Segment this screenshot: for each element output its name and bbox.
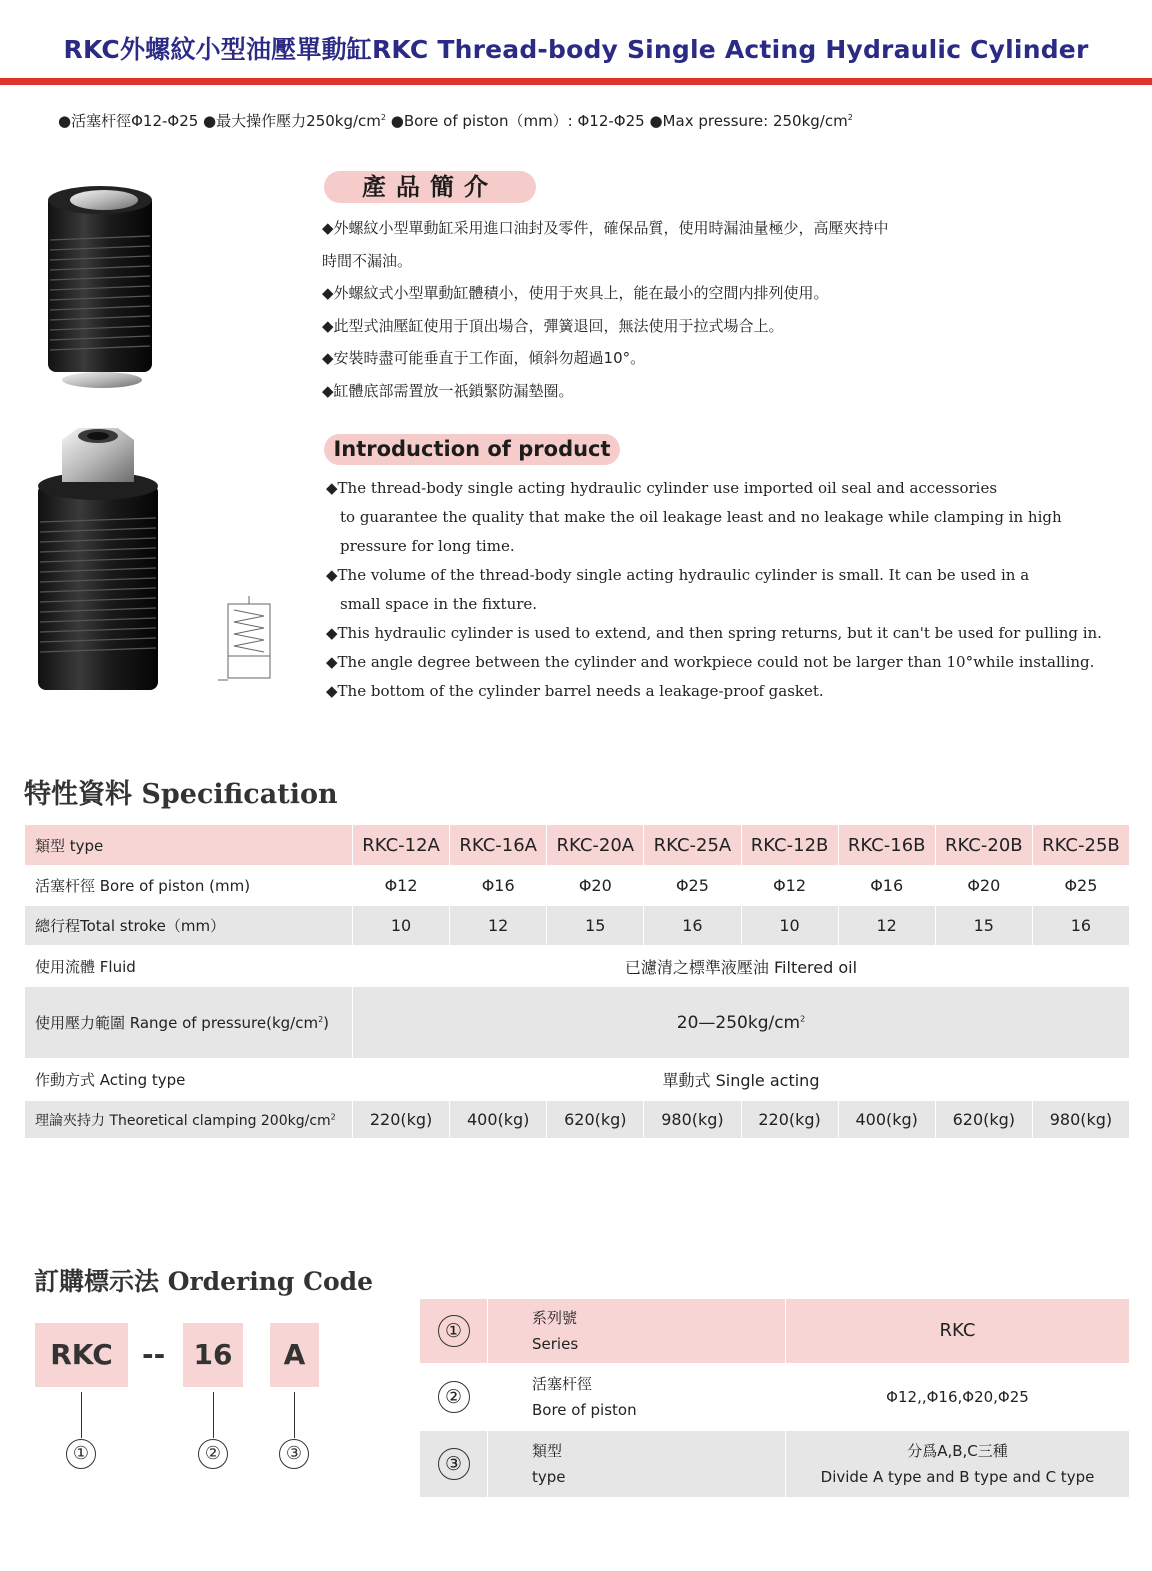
spec-model-cell: RKC-20A <box>547 825 644 866</box>
spec-acting-value: 單動式 Single acting <box>353 1059 1130 1101</box>
spec-row-bore <box>25 866 1130 906</box>
code-part-series: RKC <box>35 1323 128 1387</box>
cylinder-a-image <box>40 180 160 392</box>
spec-bore-cell: Φ16 <box>450 866 547 906</box>
intro-cn-heading: 產品簡介 <box>324 171 536 203</box>
spec-pressure-label-text: 使用壓力範圍 Range of pressure(kg/cm <box>35 1014 319 1032</box>
intro-en-line: ◆The angle degree between the cylinder and workpiece could not be larger than 10°while installing. <box>326 653 1095 671</box>
summary-sup-2: 2 <box>847 113 853 122</box>
code-marker <box>198 1439 228 1469</box>
ordering-name-en: type <box>532 1468 566 1486</box>
summary-main: ●活塞杆徑Φ12-Φ25 ●最大操作壓力250kg/cm <box>58 112 381 130</box>
intro-en-line: to guarantee the quality that make the oil leakage least and no leakage while clamping in high <box>340 508 1062 526</box>
ordering-number-badge: ② <box>438 1381 470 1413</box>
spec-clamp-cell: 980(kg) <box>644 1101 741 1139</box>
spec-row-fluid <box>25 946 1130 987</box>
code-marker <box>279 1439 309 1469</box>
spec-model-cell: RKC-16B <box>838 825 935 866</box>
spec-stroke-cell: 10 <box>741 906 838 946</box>
spec-acting-label: 作動方式 Acting type <box>25 1059 353 1101</box>
spec-table <box>24 824 1130 1139</box>
page-title: RKC外螺紋小型油壓單動缸RKC Thread-body Single Acting Hydraulic Cylinder <box>63 35 1089 64</box>
spec-bore-cell: Φ20 <box>547 866 644 906</box>
summary-sup-1: 2 <box>380 113 386 122</box>
ordering-number-badge: ③ <box>438 1448 470 1480</box>
ordering-name-cn: 活塞杆徑 <box>532 1375 593 1393</box>
spec-type-label: 類型 type <box>25 825 353 866</box>
intro-cn-item: ◆缸體底部需置放一祇鎖緊防漏墊圈。 <box>322 381 574 400</box>
ordering-row-bore <box>420 1364 1130 1431</box>
spec-bore-cell: Φ25 <box>1032 866 1129 906</box>
intro-en-line: ◆The bottom of the cylinder barrel needs a leakage-proof gasket. <box>326 682 824 700</box>
code-marker-label: ① <box>72 1443 90 1464</box>
intro-cn-list <box>322 216 962 411</box>
ordering-table <box>419 1298 1130 1498</box>
spec-clamp-cell: 980(kg) <box>1032 1101 1129 1139</box>
summary-mid: ●Bore of piston（mm）: Φ12-Φ25 ●Max pressure: 250kg/cm <box>386 112 848 130</box>
spec-stroke-cell: 15 <box>547 906 644 946</box>
ordering-row-name <box>488 1431 786 1498</box>
cylinder-b-image <box>34 426 162 694</box>
code-marker <box>66 1439 96 1469</box>
spec-stroke-cell: 12 <box>450 906 547 946</box>
code-marker-label: ③ <box>285 1443 303 1464</box>
intro-en-line: ◆The volume of the thread-body single acting hydraulic cylinder is small. It can be used in a <box>326 566 1030 584</box>
spec-model-cell: RKC-12B <box>741 825 838 866</box>
spec-row-type <box>25 825 1130 866</box>
intro-cn-item: ◆安裝時盡可能垂直于工作面，傾斜勿超過10°。 <box>322 349 646 367</box>
spec-bore-label: 活塞杆徑 Bore of piston (mm) <box>25 866 353 906</box>
spec-pressure-label-sup: 2 <box>318 1015 324 1024</box>
spec-clamp-cell: 620(kg) <box>935 1101 1032 1139</box>
spec-clamp-cell: 400(kg) <box>450 1101 547 1139</box>
spec-bore-cell: Φ12 <box>741 866 838 906</box>
intro-en-line: ◆This hydraulic cylinder is used to extend, and then spring returns, but it can't be used for pulling in. <box>326 624 1102 642</box>
spec-stroke-cell: 16 <box>644 906 741 946</box>
ordering-row-name <box>488 1364 786 1431</box>
intro-cn-item: ◆此型式油壓缸使用于頂出場合，彈簧退回，無法使用于拉式場合上。 <box>322 316 784 335</box>
ordering-value-en: Divide A type and B type and C type <box>820 1468 1095 1486</box>
spec-stroke-cell: 16 <box>1032 906 1129 946</box>
ordering-number-badge: ① <box>438 1315 470 1347</box>
spec-model-cell: RKC-25B <box>1032 825 1129 866</box>
spec-bore-cell: Φ20 <box>935 866 1032 906</box>
ordering-name-en: Series <box>532 1335 579 1353</box>
spec-pressure-value <box>353 987 1130 1059</box>
code-leader-line <box>213 1392 214 1438</box>
spec-clamp-cell: 220(kg) <box>353 1101 450 1139</box>
spec-bore-cell: Φ12 <box>353 866 450 906</box>
spec-pressure-value-sup: 2 <box>800 1013 806 1023</box>
ordering-row-type <box>420 1431 1130 1498</box>
ordering-name-en: Bore of piston <box>532 1401 637 1419</box>
intro-en-line: ◆The thread-body single acting hydraulic cylinder use imported oil seal and accessories <box>326 479 998 497</box>
intro-en-list <box>326 476 1116 708</box>
spec-row-stroke <box>25 906 1130 946</box>
spec-model-cell: RKC-12A <box>353 825 450 866</box>
ordering-row-value: RKC <box>786 1299 1130 1364</box>
spec-clamp-label <box>25 1101 353 1139</box>
ordering-name-cn: 系列號 <box>532 1309 578 1327</box>
spec-clamp-label-text: 理論夾持力 Theoretical clamping 200kg/cm <box>35 1112 331 1129</box>
code-part-bore: 16 <box>183 1323 243 1387</box>
spec-row-acting <box>25 1059 1130 1101</box>
intro-en-line: pressure for long time. <box>340 537 515 555</box>
spec-pressure-value-text: 20—250kg/cm <box>676 1012 801 1033</box>
ordering-heading: 訂購標示法 Ordering Code <box>34 1267 374 1296</box>
spec-clamp-label-sup: 2 <box>330 1111 336 1121</box>
ordering-name-cn: 類型 <box>532 1442 563 1460</box>
intro-cn-item: ◆外螺紋小型單動缸采用進口油封及零件，確保品質，使用時漏油量極少，高壓夾持中 <box>322 219 889 237</box>
spec-row-clamp <box>25 1101 1130 1139</box>
spec-clamp-cell: 620(kg) <box>547 1101 644 1139</box>
spec-bore-cell: Φ16 <box>838 866 935 906</box>
ordering-row-number <box>420 1364 488 1431</box>
spec-fluid-label: 使用流體 Fluid <box>25 946 353 987</box>
spec-model-cell: RKC-25A <box>644 825 741 866</box>
code-marker-label: ② <box>204 1443 222 1464</box>
spec-fluid-value: 已濾清之標準液壓油 Filtered oil <box>353 946 1130 987</box>
spec-stroke-cell: 12 <box>838 906 935 946</box>
spec-model-cell: RKC-16A <box>450 825 547 866</box>
spec-model-cell: RKC-20B <box>935 825 1032 866</box>
ordering-row-number <box>420 1299 488 1364</box>
spec-pressure-label <box>25 987 353 1059</box>
intro-cn-item: ◆外螺紋式小型單動缸體積小，使用于夾具上，能在最小的空間内排列使用。 <box>322 284 829 302</box>
intro-en-line: small space in the fixture. <box>340 595 538 613</box>
spec-row-pressure <box>25 987 1130 1059</box>
ordering-value-cn: 分爲A,B,C三種 <box>907 1442 1008 1460</box>
spec-clamp-cell: 400(kg) <box>838 1101 935 1139</box>
spring-schematic-symbol <box>218 596 274 688</box>
code-leader-line <box>81 1392 82 1438</box>
summary-line <box>58 110 853 131</box>
ordering-row-number <box>420 1431 488 1498</box>
spec-stroke-label: 總行程Total stroke（mm） <box>25 906 353 946</box>
spec-bore-cell: Φ25 <box>644 866 741 906</box>
intro-en-heading: Introduction of product <box>324 434 620 465</box>
ordering-row-value: Φ12,,Φ16,Φ20,Φ25 <box>786 1364 1130 1431</box>
ordering-row-value <box>786 1431 1130 1498</box>
spec-stroke-cell: 10 <box>353 906 450 946</box>
spec-clamp-cell: 220(kg) <box>741 1101 838 1139</box>
code-part-type: A <box>270 1323 319 1387</box>
intro-cn-item: 時間不漏油。 <box>322 251 413 270</box>
spec-stroke-cell: 15 <box>935 906 1032 946</box>
spec-pressure-label-end: ) <box>323 1014 330 1032</box>
ordering-row-series <box>420 1299 1130 1364</box>
spec-heading: 特性資料 Specification <box>24 779 338 810</box>
code-leader-line <box>294 1392 295 1438</box>
code-part-separator: -- <box>142 1338 166 1371</box>
title-divider <box>0 78 1152 85</box>
ordering-row-name <box>488 1299 786 1364</box>
